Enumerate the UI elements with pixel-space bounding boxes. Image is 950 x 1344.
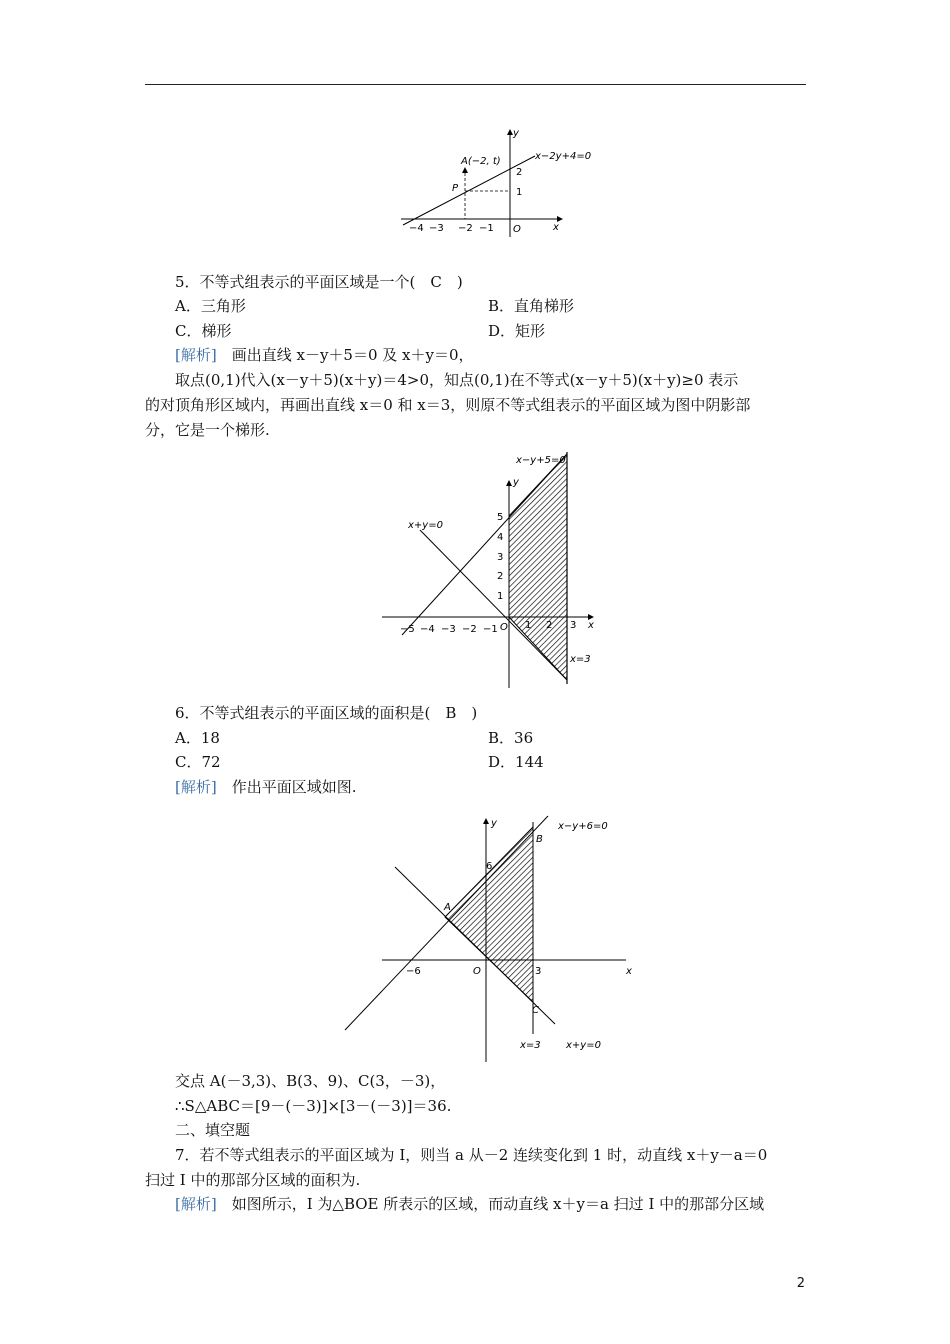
fig3-label-b: B	[536, 834, 543, 845]
fig1-xtick-neg4: −4	[409, 223, 424, 234]
fig2-origin: O	[500, 622, 508, 633]
q7-analysis-text: 如图所示，I 为△BOE 所表示的区域，而动直线 x＋y＝a 扫过 I 中的那部分区域	[216, 1195, 765, 1213]
fig3-label-a: A	[444, 902, 451, 913]
fig2-xtick-2: 2	[546, 620, 553, 631]
q5-analysis-line4: 分，它是一个梯形.	[145, 421, 270, 439]
q5-option-a: A．三角形	[175, 297, 246, 315]
fig2-ytick-2: 2	[497, 571, 504, 582]
fig1-point-p: P	[452, 183, 459, 194]
q5-analysis-line1	[175, 345, 474, 365]
after6-line1: 交点 A(－3,3)、B(3、9)、C(3，－3)，	[175, 1072, 446, 1090]
fig3-line1-label: x−y+6=0	[558, 821, 608, 832]
fig2-xtick-neg3: −3	[441, 624, 456, 635]
fig2-ytick-1: 1	[497, 591, 504, 602]
page-number: 2	[796, 1276, 805, 1291]
q7-stem-line2: 扫过 I 中的那部分区域的面积为.	[145, 1171, 361, 1189]
header-rule	[145, 84, 806, 85]
q5-analysis-text: 画出直线 x－y＋5＝0 及 x＋y＝0，	[216, 346, 474, 364]
fig3-tick-6: 6	[486, 861, 493, 872]
fig3-line3-label: x=3	[520, 1040, 541, 1051]
fig2-xtick-neg1: −1	[483, 624, 498, 635]
q5-option-d: D．矩形	[488, 322, 546, 340]
fig1-ytick-1: 1	[516, 187, 523, 198]
fig2-line2-label: x+y=0	[408, 520, 443, 531]
q6-analysis-line1	[175, 777, 357, 797]
figure-1	[395, 125, 592, 240]
q5-analysis-line2: 取点(0,1)代入(x－y＋5)(x＋y)＝4>0，知点(0,1)在不等式(x－y＋5)(x＋y)≥0 表示	[175, 371, 739, 389]
q6-stem: 6．不等式组表示的平面区域的面积是( B )	[175, 704, 478, 722]
q6-option-a: A．18	[175, 729, 220, 747]
fig3-y-label: y	[491, 818, 497, 829]
fig3-line2-label: x+y=0	[566, 1040, 601, 1051]
fig2-ytick-5: 5	[497, 512, 504, 523]
q6-analysis-tag: [解析]	[175, 778, 217, 796]
q5-stem: 5．不等式组表示的平面区域是一个( C )	[175, 273, 463, 291]
section-title: 二、填空题	[175, 1121, 251, 1139]
fig3-label-c: C	[532, 1005, 539, 1016]
figure-2	[380, 450, 600, 690]
q7-stem-line1: 7．若不等式组表示的平面区域为 I，则当 a 从－2 连续变化到 1 时，动直线 x＋y－a＝0	[175, 1146, 768, 1164]
fig2-y-label: y	[513, 477, 519, 488]
fig2-xtick-1: 1	[525, 620, 532, 631]
fig1-xtick-neg3: −3	[429, 223, 444, 234]
q6-option-b: B．36	[488, 729, 534, 747]
fig2-xtick-neg2: −2	[462, 624, 477, 635]
fig2-xtick-3: 3	[570, 620, 577, 631]
q6-analysis-text: 作出平面区域如图.	[216, 778, 357, 796]
fig3-x-label: x	[626, 966, 632, 977]
q7-analysis-line1	[175, 1194, 764, 1214]
fig2-line1-label: x−y+5=0	[516, 455, 566, 466]
q6-option-c: C．72	[175, 753, 221, 771]
q5-analysis-line3: 的对顶角形区域内，再画出直线 x＝0 和 x＝3，则原不等式组表示的平面区域为图中阴影部	[145, 396, 751, 414]
fig2-ytick-4: 4	[497, 532, 504, 543]
q6-option-d: D．144	[488, 753, 544, 771]
fig2-ytick-3: 3	[497, 552, 504, 563]
fig3-tick-neg6: −6	[406, 966, 421, 977]
fig1-x-label: x	[553, 222, 559, 233]
fig1-line-label: x−2y+4=0	[535, 151, 592, 162]
fig1-origin: O	[513, 224, 521, 235]
q7-analysis-tag: [解析]	[175, 1195, 217, 1213]
fig2-x-label: x	[588, 620, 594, 631]
q5-option-c: C．梯形	[175, 322, 232, 340]
fig2-line3-label: x=3	[570, 654, 591, 665]
fig3-origin: O	[473, 966, 481, 977]
fig2-xtick-neg5: −5	[400, 624, 415, 635]
after6-line2: ∴S△ABC＝[9－(－3)]×[3－(－3)]＝36.	[175, 1097, 452, 1115]
q5-analysis-tag: [解析]	[175, 346, 217, 364]
fig1-y-label: y	[513, 128, 519, 139]
fig1-point-a: A(−2, t)	[461, 156, 501, 167]
fig1-xtick-neg1: −1	[479, 223, 494, 234]
fig2-xtick-neg4: −4	[420, 624, 435, 635]
fig1-ytick-2: 2	[516, 167, 523, 178]
figure-3	[340, 812, 640, 1064]
fig1-xtick-neg2: −2	[458, 223, 473, 234]
q5-option-b: B．直角梯形	[488, 297, 575, 315]
fig3-tick-3: 3	[535, 966, 542, 977]
